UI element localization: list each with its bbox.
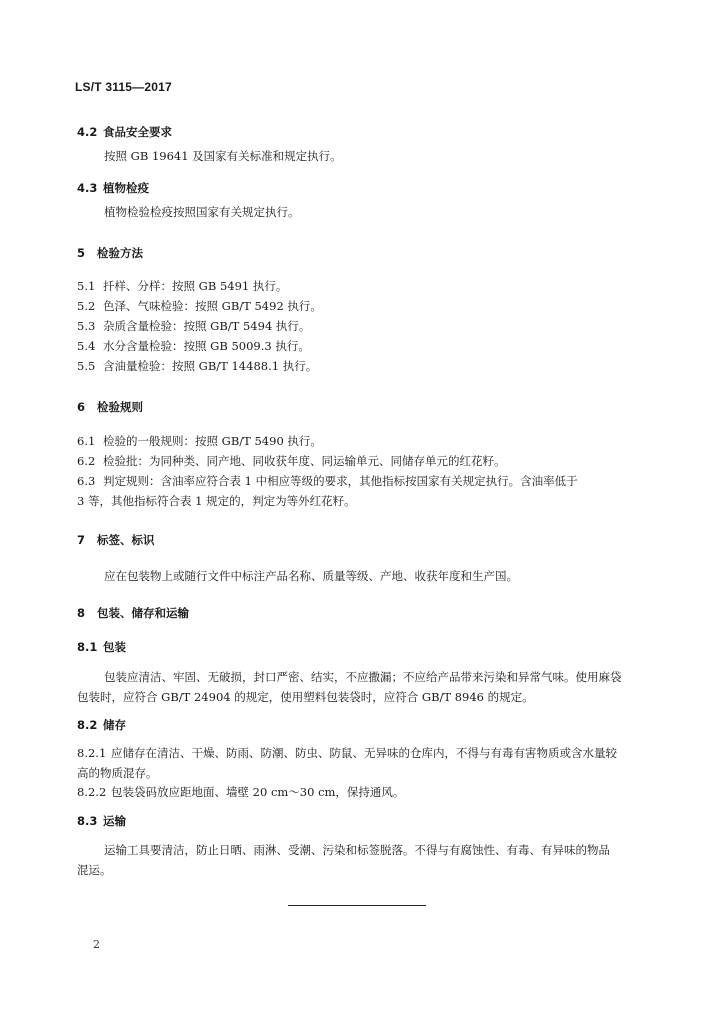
section-title: 储存	[103, 718, 126, 732]
list-item: 6.1 检验的一般规则：按照 GB/T 5490 执行。	[77, 434, 322, 448]
list-item: 5.1 扦样、分样：按照 GB 5491 执行。	[77, 279, 288, 293]
section-title: 检验方法	[97, 246, 143, 260]
list-item: 5.2 色泽、气味检验：按照 GB/T 5492 执行。	[77, 299, 322, 313]
section-7-heading	[77, 532, 155, 548]
section-4-3-heading	[77, 180, 149, 196]
section-title: 检验规则	[97, 400, 143, 414]
section-8-heading	[77, 605, 189, 621]
section-title: 包装、储存和运输	[97, 606, 189, 620]
section-8-3-line2: 混运。	[77, 863, 112, 877]
section-number: 4.3	[77, 181, 98, 195]
section-number: 8.3	[77, 814, 98, 828]
item-8-2-1-line1: 8.2.1 应储存在清洁、干燥、防雨、防潮、防虫、防鼠、无异味的仓库内，不得与有毒有害物质或含水量较	[77, 746, 617, 760]
section-4-3-text: 植物检验检疫按照国家有关规定执行。	[104, 205, 300, 219]
standard-code: LS/T 3115—2017	[75, 80, 172, 94]
section-8-2-heading	[77, 717, 126, 733]
section-6-list	[77, 431, 578, 511]
section-title: 标签、标识	[97, 533, 155, 547]
section-title: 食品安全要求	[103, 125, 172, 139]
end-rule	[288, 905, 426, 906]
item-8-2-2: 8.2.2 包装袋码放应距地面、墙壁 20 cm～30 cm，保持通风。	[77, 785, 405, 799]
list-item: 5.4 水分含量检验：按照 GB 5009.3 执行。	[77, 339, 310, 353]
section-8-3-heading	[77, 813, 126, 829]
list-item: 5.5 含油量检验：按照 GB/T 14488.1 执行。	[77, 359, 318, 373]
section-7-text: 应在包装物上或随行文件中标注产品名称、质量等级、产地、收获年度和生产国。	[104, 569, 518, 583]
section-8-1-line1: 包装应清洁、牢固、无破损，封口严密、结实，不应撒漏；不应给产品带来污染和异常气味。使用麻袋	[104, 670, 622, 684]
section-title: 包装	[103, 640, 126, 654]
section-8-1-line2: 包装时，应符合 GB/T 24904 的规定，使用塑料包装袋时，应符合 GB/T 8946 的规定。	[77, 690, 534, 704]
section-title: 运输	[103, 814, 126, 828]
section-number: 6	[77, 400, 86, 414]
section-6-heading	[77, 399, 143, 415]
list-item: 6.3 判定规则：含油率应符合表 1 中相应等级的要求，其他指标按国家有关规定执行。含油率低于	[77, 474, 578, 488]
section-4-2-text: 按照 GB 19641 及国家有关标准和规定执行。	[104, 149, 342, 163]
section-number: 4.2	[77, 125, 98, 139]
section-number: 5	[77, 246, 86, 260]
section-4-2-heading	[77, 124, 172, 140]
section-8-3-line1: 运输工具要清洁，防止日晒、雨淋、受潮、污染和标签脱落。不得与有腐蚀性、有毒、有异味的物品	[104, 843, 610, 857]
item-8-2-1-line2: 高的物质混存。	[77, 766, 158, 780]
section-number: 7	[77, 533, 86, 547]
list-item-continuation: 3 等，其他指标符合表 1 规定的，判定为等外红花籽。	[77, 494, 356, 508]
section-number: 8	[77, 606, 86, 620]
section-5-list	[77, 276, 322, 376]
section-title: 植物检疫	[103, 181, 149, 195]
page-number: 2	[93, 938, 100, 951]
section-8-1-heading	[77, 639, 126, 655]
section-5-heading	[77, 245, 143, 261]
section-number: 8.1	[77, 640, 98, 654]
section-number: 8.2	[77, 718, 98, 732]
list-item: 6.2 检验批：为同种类、同产地、同收获年度、同运输单元、同储存单元的红花籽。	[77, 454, 506, 468]
list-item: 5.3 杂质含量检验：按照 GB/T 5494 执行。	[77, 319, 311, 333]
